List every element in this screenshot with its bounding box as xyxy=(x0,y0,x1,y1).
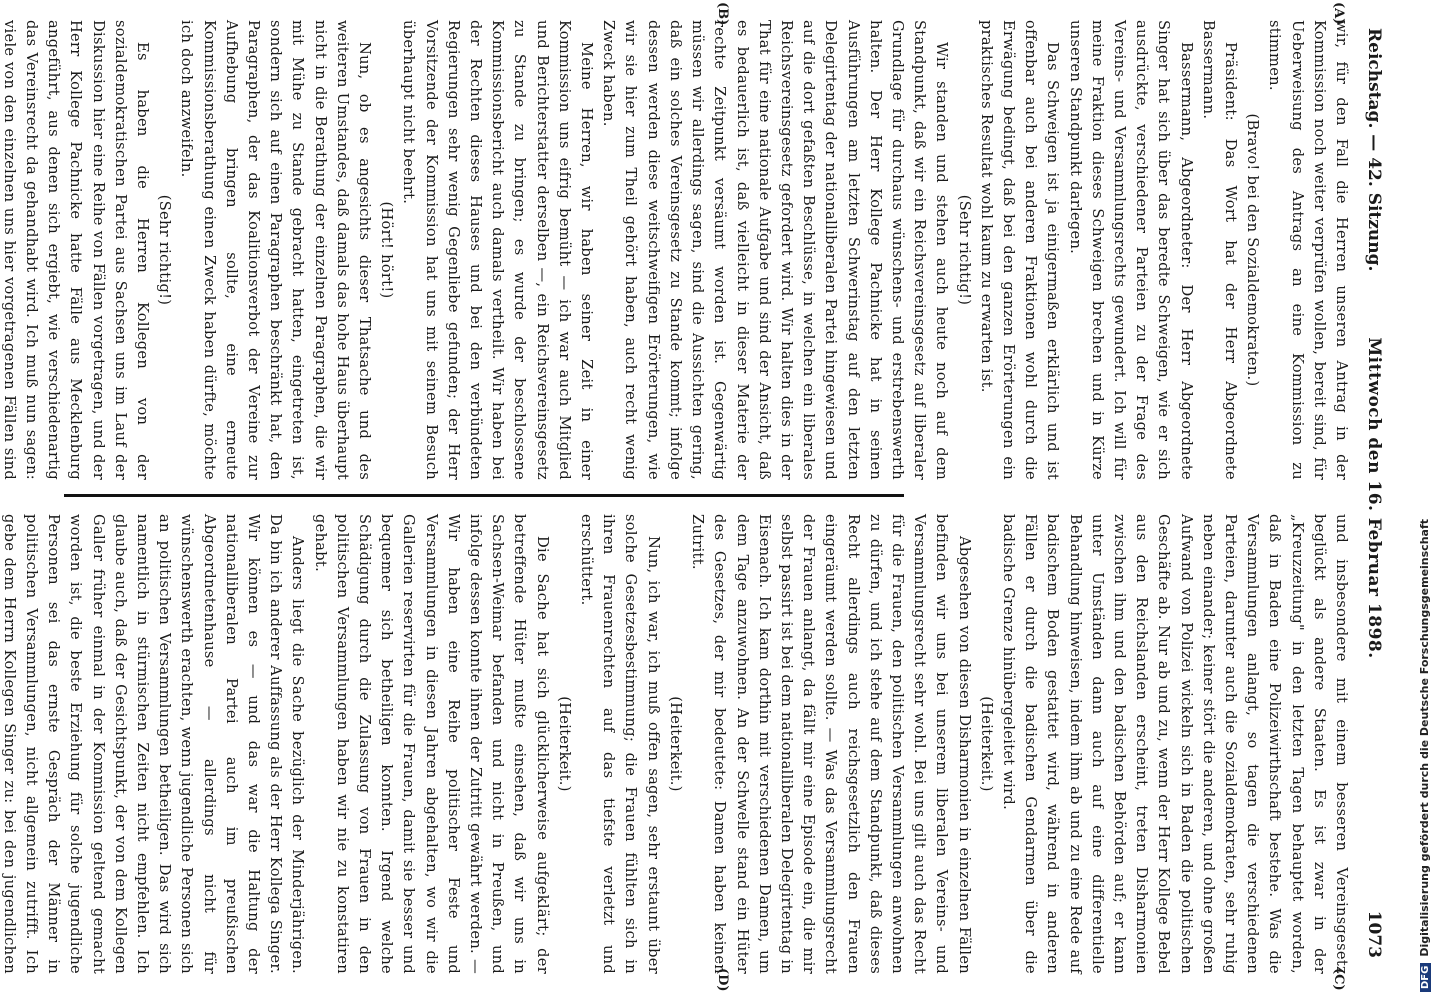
margin-mark-d: (D) xyxy=(715,968,730,992)
margin-mark-c: (C) xyxy=(1331,968,1346,991)
dfg-logo: DFG xyxy=(1420,963,1431,992)
rotated-page xyxy=(0,2,1390,992)
paragraph: Nun, ich war, ich muß offen sagen, sehr erstaunt über solche Gesetzesbestimmung; die Frauen fühlten sich in ihren Frauenrechten auf das tiefste verletzt und erschüttert. xyxy=(578,514,662,974)
margin-mark-a: (A) xyxy=(1331,2,1346,25)
header-date: Mittwoch den 16. Februar 1898. xyxy=(1364,337,1384,659)
credit-text: Digitalisierung gefördert durch die Deutsche Forschungsgemeinschaft xyxy=(1418,518,1431,957)
digitization-credit xyxy=(1418,0,1434,992)
paragraph: (Sehr richtig!) xyxy=(156,194,174,306)
paragraph: Anders liegt die Sache bezüglich der Minderjährigen. Da bin ich anderer Auffassung als der Herr Kollega Singer. Wir können es — und das war die Haltung der nationalliberalen Partei auch im preußischen Abgeordnetenhause — allerdings nicht für wünschenswerth erachten, wenn jugendliche Personen sich an politischen Versammlungen betheiligen. Das wird sich namentlich in stürmischen Zeiten nicht empfehlen. Ich glaube auch, daß der Gesichtspunkt, der von dem Kollegen Galler früher einmal in der Kommission geltend gemacht worden ist, die beste Erziehung für solche jugendliche Personen sei das ernste Gespräch der Männer in politischen Versammlungen, nicht allgemein zutrifft. Ich gebe dem Herrn Kollegen Singer zu: bei den jugendlichen xyxy=(0,514,307,974)
paragraph: Präsident: Das Wort hat der Herr Abgeordnete Bassermann. xyxy=(1199,20,1239,480)
left-column xyxy=(0,20,1352,480)
paragraph: Es haben die Herren Kollegen von der sozialdemokratischen Partei aus Sachsen uns im Lauf der Diskussion hier eine Reihe von Fällen vorgetragen, und der Herr Kollege Pachnicke hatte Fälle aus Mecklenburg angeführt, aus denen sich ergiebt, wie verschiedenartig das Vereinsrecht da gehandhabt wird. Ich muß nun sagen: viele von den einzelnen uns hier vorgetragenen Fällen sind xyxy=(0,20,152,480)
paragraph: (Hört! hört!) xyxy=(378,201,396,299)
margin-mark-b: (B) xyxy=(715,2,730,26)
paragraph: (Bravo! bei den Sozialdemokraten.) xyxy=(1244,113,1262,387)
paragraph: und insbesondere mit einem besseren Vereinsgesetz beglückt als andere Staaten. Es ist zwar in der „Kreuzzeitung" in den letzten Tagen behauptet worden, daß in Baden eine Polizeiwirthschaft bestehe. Was die Versammlungen anlangt, so tagen die verschiedenen Parteien, darunter auch die Sozialdemokraten, sehr ruhig neben einander; keiner stört die anderen, und ohne großen Aufwand von Polizei wickeln sich in Baden die politischen Geschäfte ab. Nur ab und zu, wenn der Herr Kollege Bebel aus den Reichslanden erscheint, treten Disharmonien zwischen ihm und den badischen Behörden auf; er kann unter Umständen dann auch auf eine differentielle Behandlung hinweisen, indem ihm ab und zu eine Rede auf badischem Boden gestattet wird, während in anderen Fällen er durch die badischen Gendarmen über die badische Grenze hinübergeleitet wird. xyxy=(999,514,1350,974)
paragraph: Abgesehen von diesen Disharmonien in einzelnen Fällen befinden wir uns bei unserem liberalen Vereins- und Versammlungsrecht sehr wohl. Bei uns gilt auch das Recht für die Frauen, den politischen Versammlungen anwohnen zu dürfen, und ich stehe auf dem Standpunkt, daß dieses Recht allerdings auch reichsgesetzlich den Frauen eingeräumt werden sollte. — Was das Versammlungsrecht der Frauen anlangt, da fällt mir eine Episode ein, die mir selbst passirt ist bei dem nationalliberalen Delegirtentag in Eisenach. Ich kam dorthin mit verschiedenen Damen, um dem Tage anzuwohnen. An der Schwelle stand ein Hüter des Gesetzes, der mir bedeutete: Damen haben keinen Zutritt. xyxy=(689,514,973,974)
paragraph: (Heiterkeit.) xyxy=(555,696,573,792)
paragraph: Meine Herren, wir haben seiner Zeit in einer Kommission uns eifrig bemüht — ich war auch Mitglied und Berichterstatter derselben —, ein Reichsvereinsgesetz zu Stande zu bringen; es wurde der beschlossene Kommissionsbericht auch damals vertheilt. Wir haben bei der Rechten dieses Hauses und bei den verbündeten Regierungen sehr wenig Gegenliebe gefunden; der Herr Vorsitzende der Kommission hat uns mit seinem Besuch überhaupt nicht beehrt. xyxy=(400,20,596,480)
paragraph: Nun, ob es angesichts dieser Thatsache und des weiteren Umstandes, daß damals das hohe Haus überhaupt nicht in die Berathung der einzelnen Paragraphen, die wir mit Mühe zu Stande gebracht hatten, eingetreten ist, sondern sich auf einen Paragraphen beschränkt hat, den Paragraphen, der das Koalitionsverbot der Vereine zur Aufhebung bringen sollte, eine erneute Kommissionsberathung einen Zweck haben dürfte, möchte ich doch anzweifeln. xyxy=(178,20,374,480)
paragraph: wir, für den Fall die Herren unseren Antrag in der Kommission noch weiter verprüfen wollen, bereit sind, für Ueberweisung des Antrags an eine Kommission zu stimmen. xyxy=(1266,20,1350,480)
paragraph: Die Sache hat sich glücklicherweise aufgeklärt; der betreffende Hüter mußte einsehen, daß wir uns in Sachsen-Weimar befanden und nicht in Preußen, und infolge dessen konnte ihnen der Zutritt gewährt werden. — Wir haben eine Reihe politischer Feste und Versammlungen in diesen Jahren abgehalten, wo wir die Gallerien reservirten für die Frauen, damit sie besser und bequemer sich betheiligen konnten. Irgend welche Schädigung durch die Zulassung von Frauen in den politischen Versammlungen haben wir nie zu konstatiren gehabt. xyxy=(311,514,551,974)
paragraph: Wir standen und stehen auch heute noch auf dem Standpunkt, daß wir ein Reichsvereinsgesetz auf liberaler Grundlage für durchaus wünschens- und erstrebenswerth halten. Der Herr Kollege Pachnicke hat in seinen Ausführungen am letzten Schwerinstag auf den letzten Delegirtentag der nationalliberalen Partei hingewiesen und auf die dort gefaßten Beschlüsse, in welchen ein liberales Reichsvereinsgesetz gefordert wird. Wir halten dies in der That für eine nationale Aufgabe und sind der Ansicht, daß es bedauerlich ist, daß vielleicht in dieser Materie der rechte Zeitpunkt versäumt worden ist. Gegenwärtig müssen wir allerdings sagen, sind die Aussichten gering, daß ein solches Vereinsgesetz zu Stande kommt; infolge dessen werden diese weitschweifigen Erörterungen, wie wir sie hier zum Theil gehört haben, auch recht wenig Zweck haben. xyxy=(600,20,951,480)
page-header xyxy=(1356,8,1390,988)
column-divider xyxy=(64,494,904,497)
page-number: 1073 xyxy=(1364,910,1384,958)
paragraph: (Heiterkeit.) xyxy=(977,696,995,792)
header-left: Reichstag. — 42. Sitzung. xyxy=(1364,28,1384,272)
right-column xyxy=(0,514,1352,974)
paragraph: (Sehr richtig!) xyxy=(955,194,973,306)
paragraph: (Heiterkeit.) xyxy=(666,696,684,792)
paragraph: Das Schweigen ist ja einigermaßen erklärlich und ist offenbar auch bei anderen Fraktionen wohl durch die Erwägung bedingt, daß bei den ganzen Erörterungen ein praktisches Resultat wohl kaum zu erwarten ist. xyxy=(977,20,1062,480)
paragraph: Bassermann, Abgeordneter: Der Herr Abgeordnete Singer hat sich über das beredte Schweigen, wie er sich ausdrückte, verschiedener Parteien zu der Frage des Vereins- und Versammlungsrechts gewundert. Ich will für meine Fraktion dieses Schweigen brechen und in Kürze unseren Standpunkt darlegen. xyxy=(1066,20,1195,480)
